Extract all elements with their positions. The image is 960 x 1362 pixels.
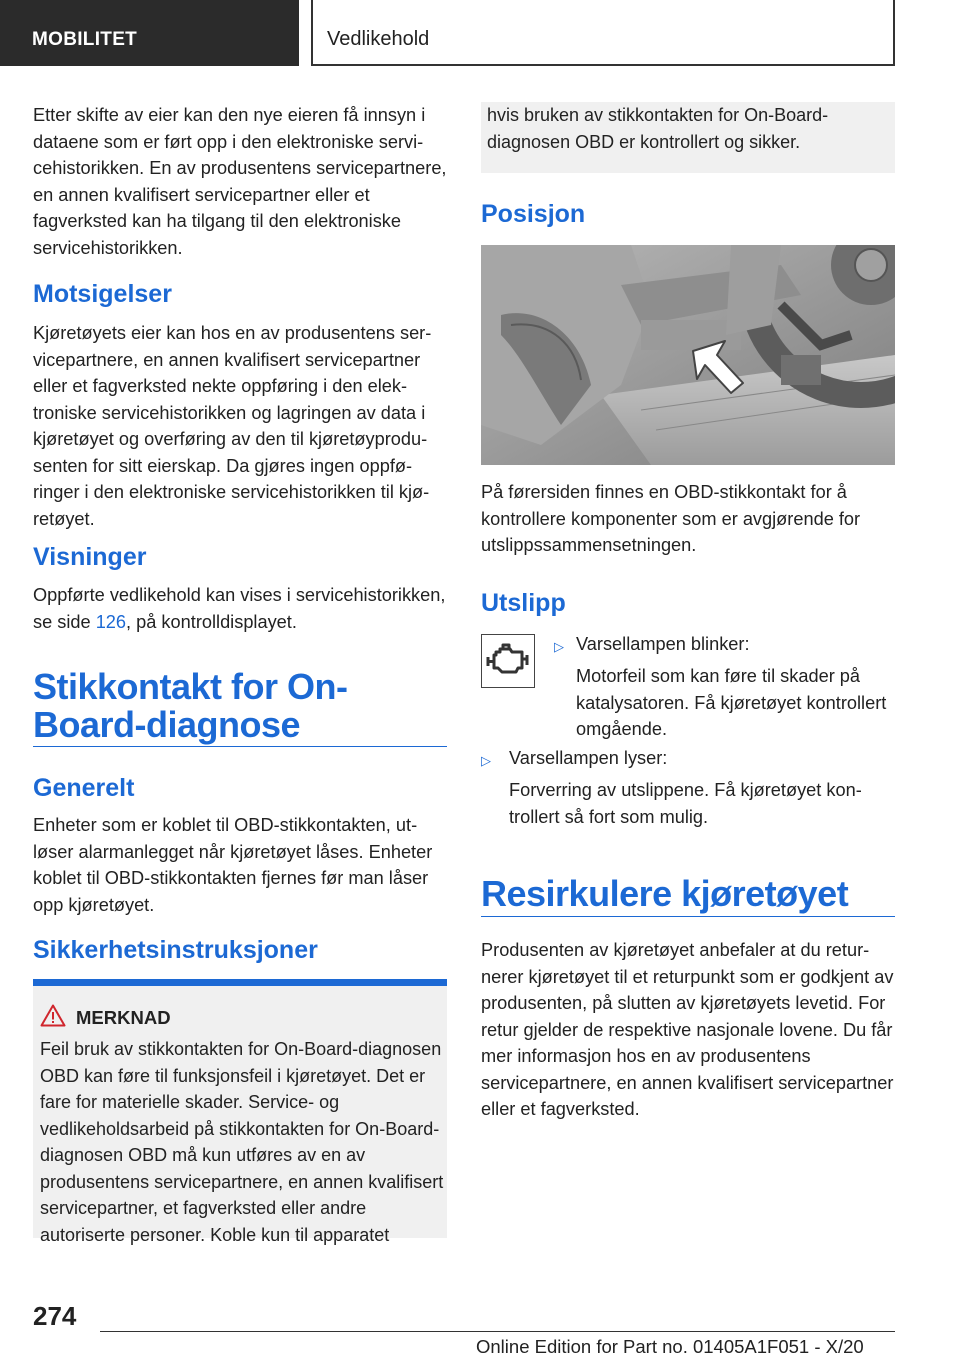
visninger-text-end: , på kontrolldisplayet.	[126, 611, 297, 632]
item-2-desc: Forverring av utslippene. Få kjøretøyet kontrollert så fort som mulig.	[509, 780, 862, 827]
section-tab	[0, 0, 299, 66]
section-label: MOBILITET	[32, 29, 138, 50]
main-heading-obd: Stikkontakt for On-Board-diagnose	[33, 666, 348, 745]
page-link-126[interactable]: 126	[95, 611, 127, 632]
intro-paragraph: Etter skifte av eier kan den nye eieren få innsyn i dataene som er ført opp i den elektroniske servicehistorikken. En av produsentens servicepartnere, en annen kvalifisert servicepartner eller et fagverksted kan ha tilgang til den elektroniske servicehistorikken.	[33, 105, 447, 258]
heading-underline	[481, 916, 895, 917]
item-1-desc: Motorfeil som kan føre til skader på katalysatoren. Få kjøretøyet kontrollert omgående.	[576, 666, 887, 739]
note-title: MERKNAD	[76, 1007, 171, 1028]
chapter-label: Vedlikehold	[327, 28, 430, 50]
heading-utslipp: Utslipp	[481, 589, 566, 617]
footer-divider	[100, 1331, 895, 1332]
visninger-text: Oppførte vedlikehold kan vises i servicehistorikken, se side	[33, 585, 446, 632]
obd-location-photo	[481, 245, 895, 465]
chapter-tab	[311, 0, 895, 66]
heading-resirkulere: Resirkulere kjøretøyet	[481, 873, 849, 914]
item-1-label: Varsellampen blinker:	[576, 634, 750, 654]
note-continued-text: hvis bruken av stikkontakten for On-Board-diagnosen OBD er kontrollert og sikker.	[487, 105, 829, 152]
heading-sikkerhet: Sikkerhetsinstruksjoner	[33, 936, 318, 964]
page-number: 274	[33, 1301, 77, 1331]
posisjon-paragraph: På førersiden finnes en OBD-stikkontakt for å kontrollere komponenter som er avgjørende for utslippssammensetningen.	[481, 482, 861, 555]
note-top-bar	[33, 979, 447, 986]
visninger-paragraph	[33, 582, 449, 635]
heading-motsigelser: Motsigelser	[33, 280, 172, 308]
bullet-triangle-icon: ▷	[481, 753, 491, 768]
heading-generelt: Generelt	[33, 774, 135, 802]
footer-edition: Online Edition for Part no. 01405A1F051 - X/20	[476, 1336, 864, 1357]
check-engine-icon	[481, 634, 535, 688]
heading-visninger: Visninger	[33, 543, 147, 571]
note-text: Feil bruk av stikkontakten for On-Board-diagnosen OBD kan føre til funksjonsfeil i kjøretøyet. Det er fare for materielle skader. Service- og vedlikeholdsarbeid på stikkontakten for On-Board-diagnosen OBD må kun utføres av en av produsentens servicepartnere, en annen kvalifisert servicepartner, et fagverksted eller andre autoriserte personer. Koble kun til apparatet	[40, 1039, 444, 1245]
bullet-triangle-icon: ▷	[554, 639, 564, 654]
heading-underline	[33, 746, 447, 747]
motsigelser-paragraph: Kjøretøyets eier kan hos en av produsentens servicepartnere, en annen kvalifisert servicepartner eller et fagverksted nekte oppføring i den elektroniske servicehistorikken og lagringen av data i kjøretøyet og overføring av den til kjøretøyprodusenten for sitt eierskap. Da gjøres ingen oppføringer i den elektroniske servicehistorikken til kjøretøyet.	[33, 323, 432, 529]
heading-posisjon: Posisjon	[481, 200, 586, 228]
resirkulere-paragraph: Produsenten av kjøretøyet anbefaler at du returnerer kjøretøyet til et returpunkt som er godkjent av produsenten, på slutten av kjøretøyets levetid. For retur gjelder de respektive nasjonale lovene. Du får mer informasjon hos en av produsentens servicepartnere, en annen kvalifisert servicepartner eller et fagverksted.	[481, 940, 894, 1119]
item-2-label: Varsellampen lyser:	[509, 748, 668, 768]
warning-triangle-icon	[40, 1004, 66, 1027]
generelt-paragraph: Enheter som er koblet til OBD-stikkontakten, utløser alarmanlegget når kjøretøyet låses. Enheter koblet til OBD-stikkontakten fjernes før man låser opp kjøretøyet.	[33, 815, 433, 915]
